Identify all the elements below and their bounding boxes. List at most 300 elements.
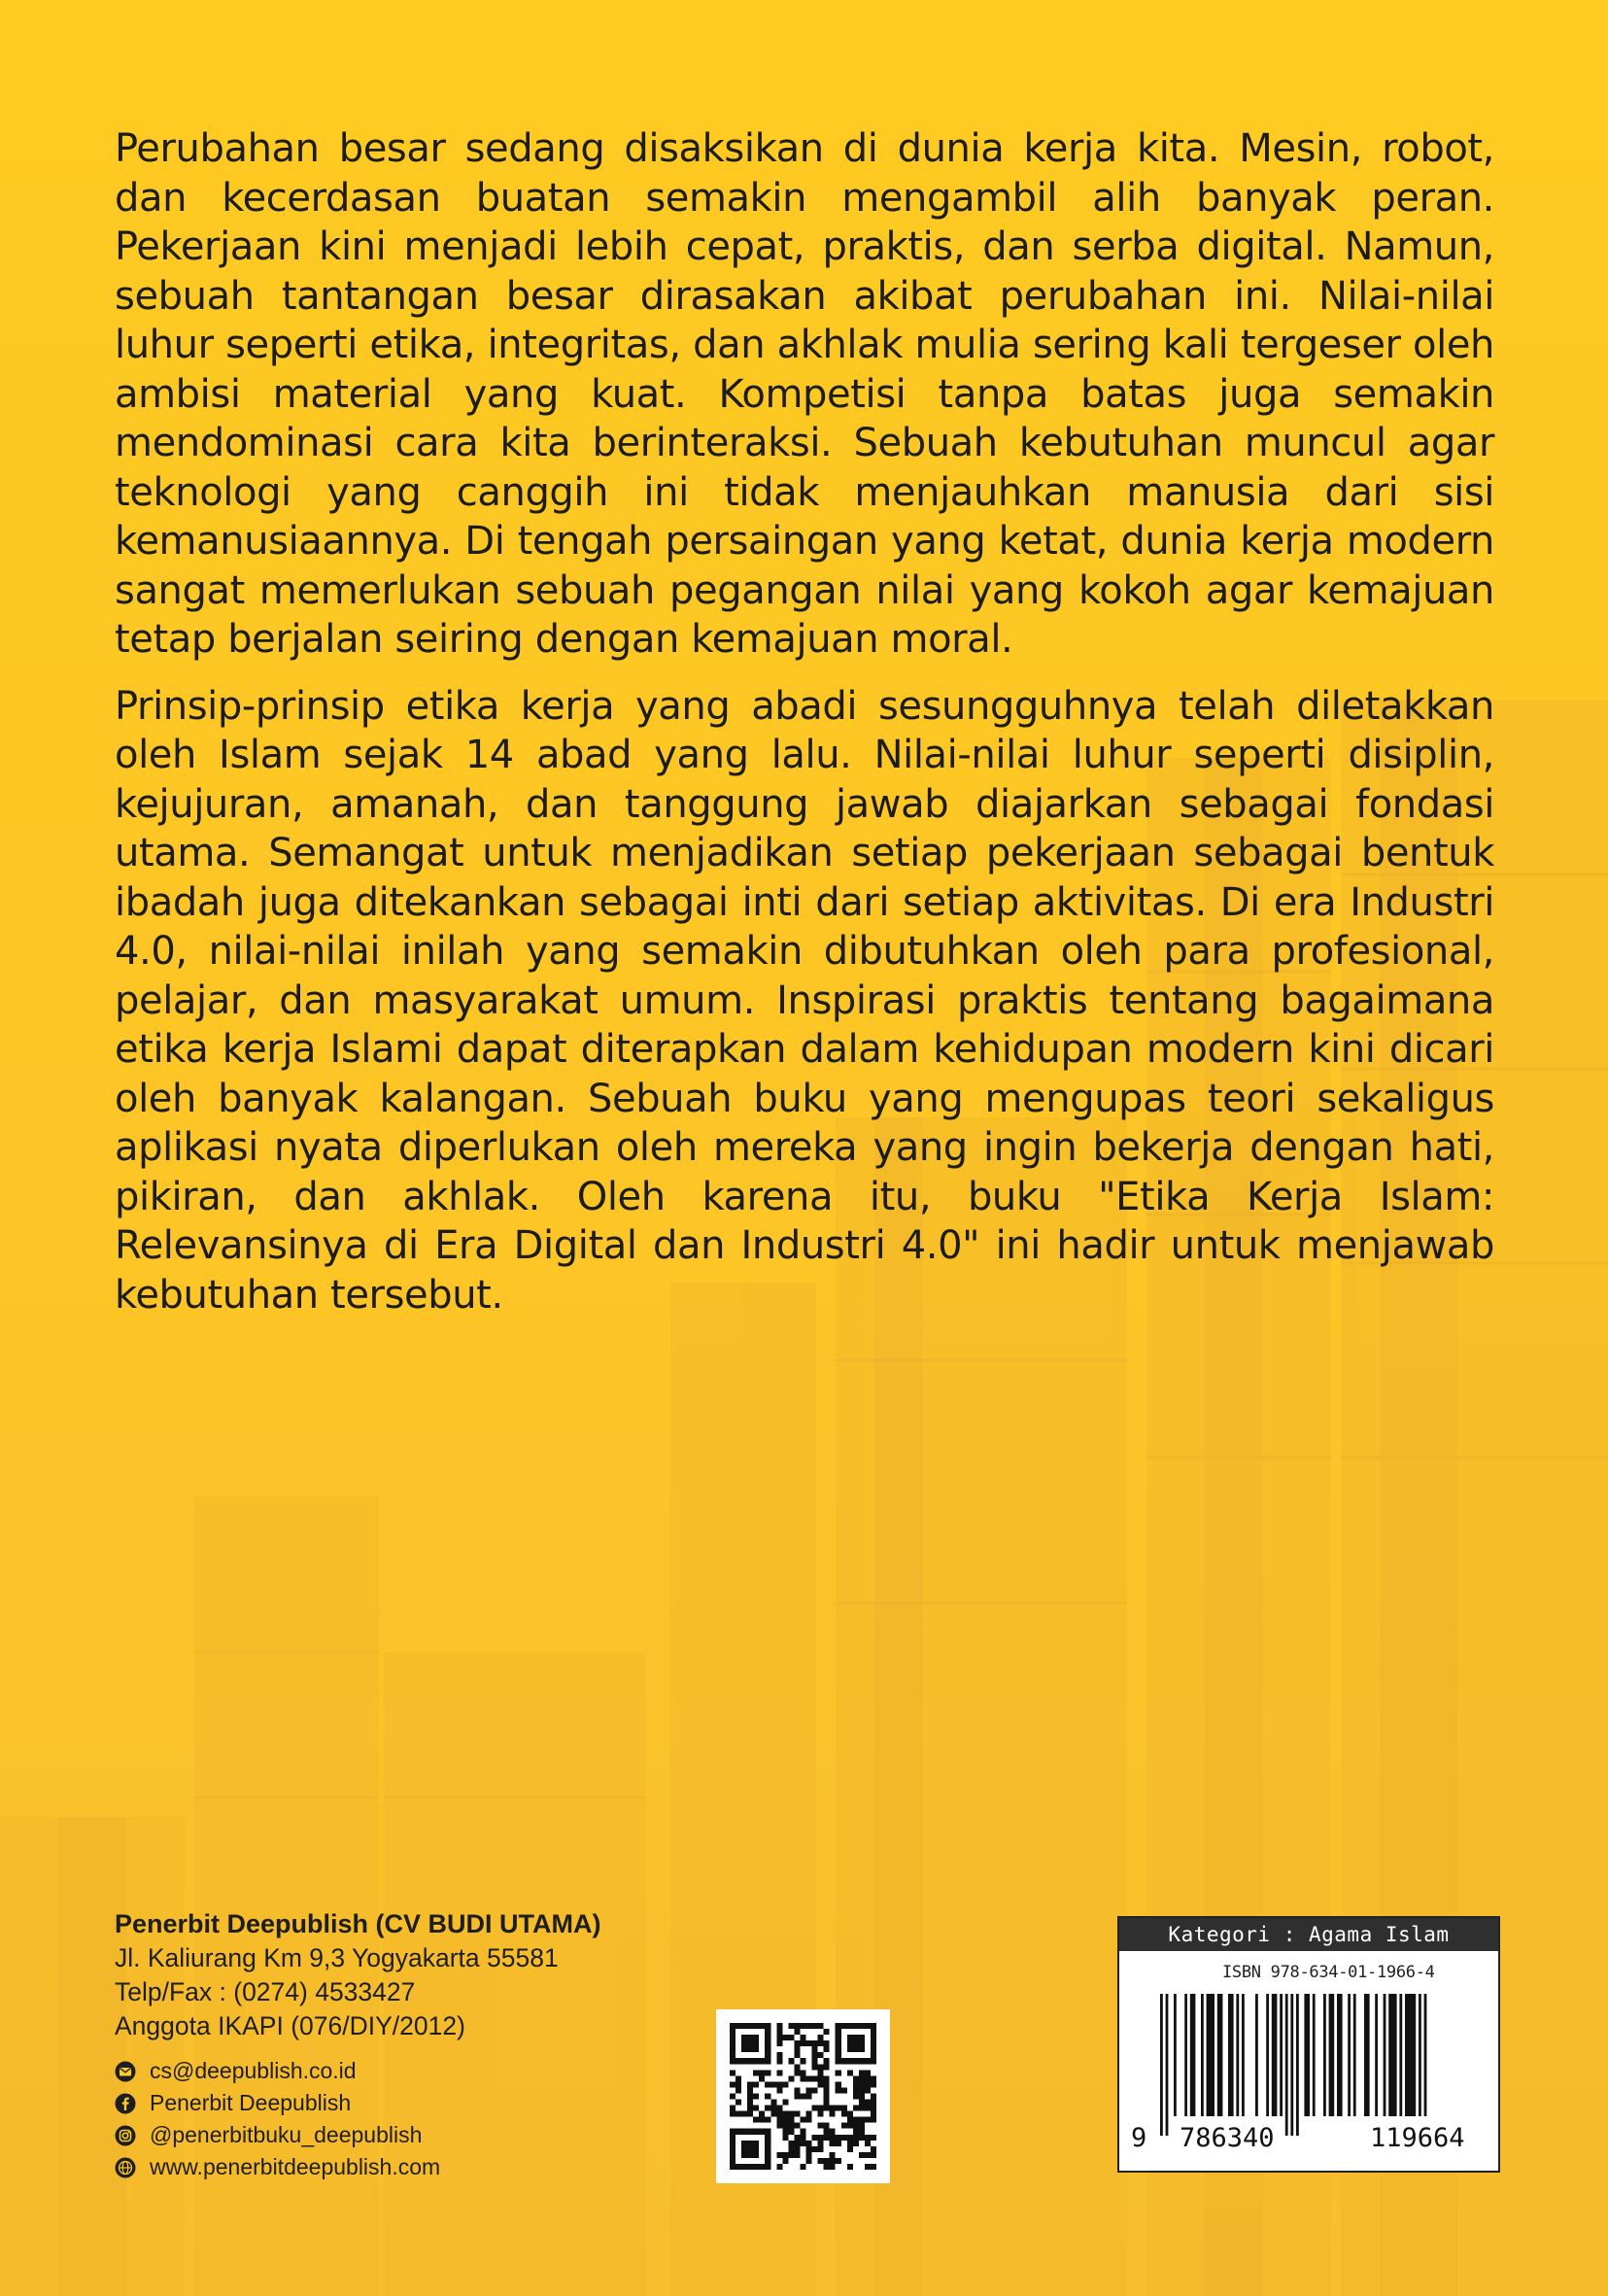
qr-module [871, 2023, 876, 2029]
qr-module [806, 2087, 812, 2093]
qr-module [753, 2035, 759, 2040]
qr-module [741, 2040, 747, 2046]
qr-module [824, 2029, 830, 2035]
barcode-bar [1384, 1994, 1386, 2116]
qr-module [818, 2023, 824, 2029]
qr-module [871, 2111, 876, 2117]
qr-module [818, 2075, 824, 2081]
qr-module [865, 2087, 871, 2093]
qr-module [824, 2158, 830, 2164]
qr-module [830, 2106, 836, 2111]
qr-module [765, 2052, 770, 2058]
barcode-bar [1329, 1994, 1335, 2116]
qr-module [824, 2100, 830, 2106]
qr-module [753, 2106, 759, 2111]
qr-module [824, 2058, 830, 2064]
qr-module [765, 2164, 770, 2170]
qr-module [765, 2117, 770, 2123]
qr-module [765, 2106, 770, 2111]
qr-module [776, 2164, 782, 2170]
qr-module [730, 2081, 736, 2087]
qr-module [853, 2129, 859, 2135]
qr-module [836, 2058, 841, 2064]
mail-icon [115, 2061, 136, 2082]
qr-module [736, 2111, 741, 2117]
barcode-bar [1217, 1994, 1223, 2116]
qr-module [847, 2070, 853, 2075]
qr-module [800, 2117, 805, 2123]
qr-module [853, 2141, 859, 2146]
qr-module [776, 2087, 782, 2093]
qr-module [730, 2141, 736, 2146]
qr-module [788, 2117, 794, 2123]
publisher-membership: Anggota IKAPI (076/DIY/2012) [115, 2011, 465, 2040]
barcode-bar [1405, 1994, 1416, 2116]
qr-module [788, 2152, 794, 2158]
qr-module [836, 2141, 841, 2146]
qr-module [753, 2141, 759, 2146]
qr-module [776, 2106, 782, 2111]
qr-module [782, 2129, 788, 2135]
qr-module [853, 2081, 859, 2087]
qr-module [847, 2141, 853, 2146]
qr-module [865, 2135, 871, 2141]
qr-module [853, 2035, 859, 2040]
qr-module [776, 2081, 782, 2087]
qr-module [812, 2046, 818, 2052]
qr-module [759, 2023, 765, 2029]
qr-module [782, 2117, 788, 2123]
barcode-bar [1375, 1994, 1378, 2116]
qr-module [747, 2100, 753, 2106]
qr-module [847, 2146, 853, 2152]
qr-module [770, 2106, 776, 2111]
isbn-text: ISBN 978-634-01-1966-4 [1222, 1963, 1435, 1982]
qr-module [794, 2023, 800, 2029]
qr-module [836, 2035, 841, 2040]
barcode-bar [1255, 1994, 1258, 2116]
qr-module [800, 2075, 805, 2081]
qr-module [759, 2058, 765, 2064]
qr-module [736, 2100, 741, 2106]
qr-module [788, 2035, 794, 2040]
qr-module [841, 2058, 847, 2064]
qr-module [776, 2052, 782, 2058]
qr-module [794, 2135, 800, 2141]
qr-module [847, 2135, 853, 2141]
barcode-bar [1313, 1994, 1316, 2116]
qr-module [859, 2040, 865, 2046]
qr-module [824, 2135, 830, 2141]
qr-module [859, 2035, 865, 2040]
qr-module [741, 2046, 747, 2052]
qr-module [859, 2106, 865, 2111]
qr-module [730, 2106, 736, 2111]
qr-module [853, 2040, 859, 2046]
qr-module [871, 2029, 876, 2035]
qr-module [741, 2141, 747, 2146]
qr-module [824, 2123, 830, 2129]
qr-module [871, 2035, 876, 2040]
qr-module [853, 2093, 859, 2099]
qr-module [741, 2058, 747, 2064]
qr-module [747, 2035, 753, 2040]
qr-module [747, 2058, 753, 2064]
facebook-icon [115, 2093, 136, 2114]
qr-module [871, 2164, 876, 2170]
qr-module [747, 2152, 753, 2158]
qr-module [747, 2046, 753, 2052]
barcode-bar [1337, 1994, 1343, 2116]
barcode-bar [1272, 1994, 1278, 2116]
qr-module [794, 2070, 800, 2075]
qr-module [853, 2106, 859, 2111]
qr-module [812, 2064, 818, 2070]
qr-module [865, 2081, 871, 2087]
qr-module [847, 2117, 853, 2123]
qr-module [824, 2093, 830, 2099]
qr-module [794, 2046, 800, 2052]
qr-module [794, 2152, 800, 2158]
qr-module [765, 2058, 770, 2064]
qr-module [865, 2141, 871, 2146]
qr-module [836, 2106, 841, 2111]
qr-module [736, 2087, 741, 2093]
qr-module [747, 2081, 753, 2087]
qr-module [865, 2100, 871, 2106]
qr-module [776, 2023, 782, 2029]
qr-module [806, 2111, 812, 2117]
qr-module [736, 2075, 741, 2081]
qr-module [765, 2158, 770, 2164]
qr-module [812, 2135, 818, 2141]
qr-module [782, 2152, 788, 2158]
qr-module [818, 2070, 824, 2075]
qr-module [824, 2064, 830, 2070]
qr-module [776, 2040, 782, 2046]
barcode-bar [1424, 1994, 1427, 2116]
qr-module [847, 2123, 853, 2129]
barcode-bar [1266, 1994, 1269, 2116]
qr-module [730, 2029, 736, 2035]
qr-module [847, 2035, 853, 2040]
qr-module [741, 2152, 747, 2158]
instagram-icon [115, 2125, 136, 2146]
qr-module [871, 2040, 876, 2046]
qr-module [818, 2064, 824, 2070]
contact-instagram-text: @penerbitbuku_deepublish [150, 2122, 423, 2147]
qr-module [806, 2040, 812, 2046]
qr-module [818, 2135, 824, 2141]
qr-module [730, 2070, 736, 2075]
barcode-bar [1285, 1994, 1288, 2136]
qr-module [836, 2052, 841, 2058]
qr-module [776, 2029, 782, 2035]
qr-module [859, 2058, 865, 2064]
contact-instagram[interactable] [115, 2119, 440, 2151]
qr-module [788, 2141, 794, 2146]
qr-module [765, 2070, 770, 2075]
blurb-paragraph: Perubahan besar sedang disaksikan di dunia kerja kita. Mesin, robot, dan kecerdasan buatan semakin mengambil alih banyak peran. Pekerjaan kini menjadi lebih cepat, praktis, dan serba digital. Namun, sebuah tantangan besar dirasakan akibat perubahan ini. Nilai-nilai luhur seperti etika, integritas, dan akhlak mulia sering kali tergeser oleh ambisi material yang kuat. Kompetisi tanpa batas juga semakin mendominasi cara kita berinteraksi. Sebuah kebutuhan muncul agar teknologi yang canggih ini tidak menjauhkan manusia dari sisi kemanusiaannya. Di tengah persaingan yang ketat, dunia kerja modern sangat memerlukan sebuah pegangan nilai yang kokoh agar kemajuan tetap berjalan seiring dengan kemajuan moral. [115, 126, 1494, 662]
qr-module [759, 2129, 765, 2135]
qr-module [782, 2081, 788, 2087]
qr-module [765, 2152, 770, 2158]
barcode-bar [1166, 1994, 1169, 2136]
qr-module [788, 2111, 794, 2117]
qr-module [753, 2093, 759, 2099]
qr-module [800, 2093, 805, 2099]
qr-module [753, 2081, 759, 2087]
qr-module [730, 2093, 736, 2099]
isbn-barcode-panel [1117, 1916, 1500, 2173]
blurb-paragraph: Prinsip-prinsip etika kerja yang abadi sesungguhnya telah diletakkan oleh Islam sejak 14 abad yang lalu. Nilai-nilai luhur seperti disiplin, kejujuran, amanah, dan tanggung jawab diajarkan sebagai fondasi utama. Semangat untuk menjadikan setiap pekerjaan sebagai bentuk ibadah juga ditekankan sebagai inti dari setiap aktivitas. Di era Industri 4.0, nilai-nilai inilah yang semakin dibutuhkan oleh para profesional, pelajar, dan masyarakat umum. Inspirasi praktis tentang bagaimana etika kerja Islami dapat diterapkan dalam kehidupan modern kini dicari oleh banyak kalangan. Sebuah buku yang mengupas teori sekaligus aplikasi nyata diperlukan oleh mereka yang ingin bekerja dengan hati, pikiran, dan akhlak. Oleh karena itu, buku "Etika Kerja Islam: Relevansinya di Era Digital dan Industri 4.0" ini hadir untuk menjawab kebutuhan tersebut. [115, 683, 1494, 1318]
qr-code [716, 2009, 890, 2183]
barcode-bar [1174, 1994, 1177, 2116]
qr-module [818, 2106, 824, 2111]
qr-module [736, 2081, 741, 2087]
qr-module [824, 2129, 830, 2135]
publisher-phone: Telp/Fax : (0274) 4533427 [115, 1977, 416, 2006]
qr-module [741, 2035, 747, 2040]
qr-module [730, 2040, 736, 2046]
qr-module [730, 2111, 736, 2117]
barcode-bar [1364, 1994, 1370, 2116]
qr-module [859, 2135, 865, 2141]
qr-module [812, 2058, 818, 2064]
qr-module [741, 2023, 747, 2029]
barcode-bar [1296, 1994, 1299, 2136]
qr-module [794, 2029, 800, 2035]
qr-module [824, 2087, 830, 2093]
qr-module [794, 2052, 800, 2058]
qr-module [836, 2158, 841, 2164]
qr-code-pattern [730, 2023, 876, 2170]
qr-module [847, 2023, 853, 2029]
qr-module [794, 2141, 800, 2146]
qr-module [794, 2093, 800, 2099]
qr-module [859, 2023, 865, 2029]
qr-module [841, 2023, 847, 2029]
qr-module [800, 2164, 805, 2170]
qr-module [836, 2087, 841, 2093]
qr-module [776, 2058, 782, 2064]
qr-module [824, 2106, 830, 2111]
qr-module [812, 2087, 818, 2093]
qr-module [859, 2087, 865, 2093]
barcode-bar [1280, 1994, 1283, 2116]
qr-module [836, 2040, 841, 2046]
barcode-bar [1242, 1994, 1245, 2116]
qr-module [788, 2075, 794, 2081]
qr-module [871, 2106, 876, 2111]
qr-module [853, 2135, 859, 2141]
qr-module [800, 2070, 805, 2075]
qr-module [759, 2164, 765, 2170]
qr-module [765, 2040, 770, 2046]
qr-module [747, 2164, 753, 2170]
barcode-bar [1388, 1994, 1396, 2116]
qr-module [871, 2117, 876, 2123]
barcode-bar [1160, 1994, 1163, 2136]
qr-module [830, 2158, 836, 2164]
qr-module [759, 2111, 765, 2117]
qr-module [800, 2040, 805, 2046]
qr-module [830, 2141, 836, 2146]
qr-module [818, 2141, 824, 2146]
qr-module [788, 2146, 794, 2152]
qr-module [741, 2164, 747, 2170]
contact-website[interactable] [115, 2151, 440, 2183]
qr-module [853, 2023, 859, 2029]
qr-module [830, 2111, 836, 2117]
qr-module [836, 2135, 841, 2141]
barcode-bar [1323, 1994, 1326, 2116]
qr-module [871, 2152, 876, 2158]
qr-module [841, 2135, 847, 2141]
qr-module [770, 2081, 776, 2087]
qr-module [847, 2111, 853, 2117]
qr-module [806, 2117, 812, 2123]
qr-module [765, 2029, 770, 2035]
qr-module [871, 2100, 876, 2106]
qr-module [765, 2035, 770, 2040]
qr-module [800, 2141, 805, 2146]
qr-module [859, 2070, 865, 2075]
qr-module [788, 2129, 794, 2135]
qr-module [806, 2146, 812, 2152]
qr-module [865, 2117, 871, 2123]
qr-module [859, 2152, 865, 2158]
qr-module [759, 2075, 765, 2081]
barcode-bar [1399, 1994, 1402, 2116]
contact-facebook[interactable] [115, 2087, 440, 2119]
contact-email[interactable] [115, 2055, 440, 2087]
qr-module [865, 2023, 871, 2029]
qr-module [794, 2146, 800, 2152]
qr-module [836, 2081, 841, 2087]
qr-module [806, 2075, 812, 2081]
qr-module [730, 2023, 736, 2029]
barcode-digits-right: 119664 [1370, 2123, 1465, 2153]
qr-module [730, 2164, 736, 2170]
barcode-bar [1201, 1994, 1204, 2116]
qr-module [818, 2111, 824, 2117]
qr-module [859, 2046, 865, 2052]
qr-module [865, 2058, 871, 2064]
qr-module [830, 2135, 836, 2141]
qr-module [830, 2129, 836, 2135]
qr-module [812, 2023, 818, 2029]
qr-module [776, 2111, 782, 2117]
qr-module [865, 2075, 871, 2081]
qr-module [765, 2046, 770, 2052]
qr-module [812, 2040, 818, 2046]
qr-module [747, 2087, 753, 2093]
qr-module [782, 2111, 788, 2117]
qr-module [865, 2070, 871, 2075]
qr-module [741, 2129, 747, 2135]
qr-module [818, 2040, 824, 2046]
qr-module [871, 2093, 876, 2099]
barcode-bar [1304, 1994, 1310, 2116]
qr-module [812, 2075, 818, 2081]
qr-module [806, 2141, 812, 2146]
qr-module [800, 2135, 805, 2141]
qr-module [736, 2164, 741, 2170]
qr-module [818, 2158, 824, 2164]
qr-module [871, 2058, 876, 2064]
qr-module [776, 2152, 782, 2158]
qr-module [812, 2146, 818, 2152]
barcode-digits-left: 786340 [1180, 2123, 1275, 2153]
qr-module [753, 2040, 759, 2046]
qr-module [765, 2081, 770, 2087]
qr-module [782, 2035, 788, 2040]
qr-module [836, 2046, 841, 2052]
qr-module [753, 2164, 759, 2170]
qr-module [741, 2146, 747, 2152]
qr-module [847, 2164, 853, 2170]
qr-module [859, 2100, 865, 2106]
qr-module [853, 2075, 859, 2081]
qr-module [824, 2046, 830, 2052]
qr-module [836, 2023, 841, 2029]
barcode-bar [1419, 1994, 1421, 2116]
qr-module [818, 2052, 824, 2058]
qr-module [847, 2046, 853, 2052]
qr-module [782, 2135, 788, 2141]
qr-module [747, 2093, 753, 2099]
qr-module [753, 2152, 759, 2158]
qr-module [830, 2152, 836, 2158]
qr-module [765, 2023, 770, 2029]
qr-module [871, 2046, 876, 2052]
contact-list [115, 2055, 440, 2183]
barcode-bar [1353, 1994, 1356, 2116]
qr-module [847, 2058, 853, 2064]
qr-module [753, 2058, 759, 2064]
qr-module [853, 2046, 859, 2052]
qr-module [776, 2123, 782, 2129]
qr-module [730, 2129, 736, 2135]
qr-module [736, 2058, 741, 2064]
qr-module [865, 2164, 871, 2170]
qr-module [859, 2075, 865, 2081]
qr-module [765, 2146, 770, 2152]
barcode-bar [1190, 1994, 1196, 2116]
qr-module [841, 2087, 847, 2093]
qr-module [841, 2111, 847, 2117]
qr-module [806, 2152, 812, 2158]
qr-module [765, 2093, 770, 2099]
qr-module [847, 2040, 853, 2046]
qr-module [806, 2023, 812, 2029]
qr-module [747, 2106, 753, 2111]
barcode-bar [1236, 1994, 1239, 2116]
qr-module [859, 2123, 865, 2129]
qr-module [800, 2023, 805, 2029]
qr-module [800, 2035, 805, 2040]
qr-module [818, 2035, 824, 2040]
qr-module [871, 2135, 876, 2141]
qr-module [836, 2029, 841, 2035]
qr-module [830, 2164, 836, 2170]
qr-module [806, 2158, 812, 2164]
barcode-bar [1207, 1994, 1215, 2116]
qr-module [818, 2123, 824, 2129]
qr-module [812, 2052, 818, 2058]
qr-module [836, 2070, 841, 2075]
